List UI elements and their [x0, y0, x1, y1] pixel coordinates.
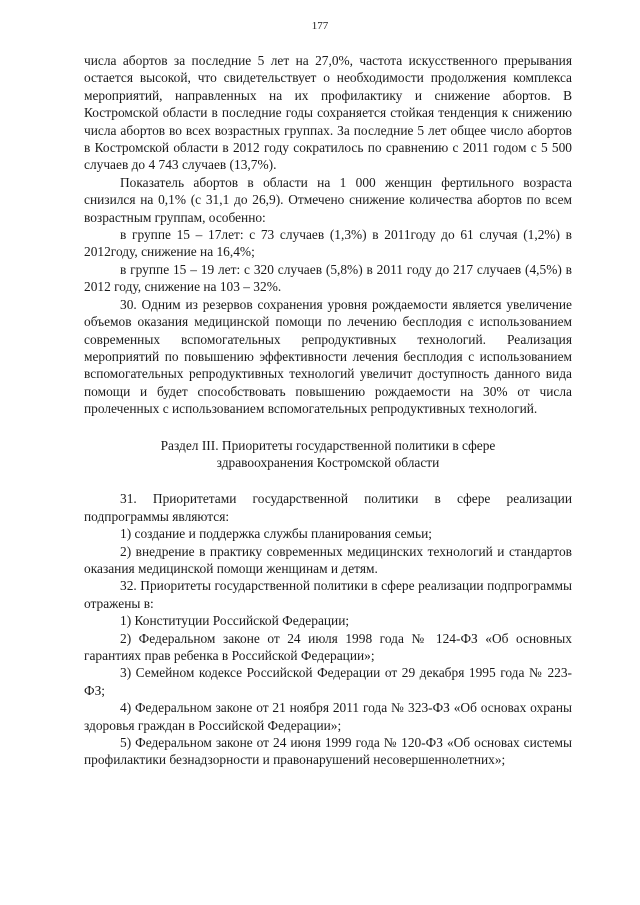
page-number: 177: [311, 20, 329, 32]
list-item-32-4: 4) Федеральном законе от 21 ноября 2011 года № 323-ФЗ «Об основах охраны здоровья граждан в Российской Федерации»;: [84, 700, 572, 733]
list-item-32-1: 1) Конституции Российской Федерации;: [120, 613, 350, 629]
paragraph-item-31: 31. Приоритетами государственной политики в сфере реализации подпрограммы являются:: [84, 491, 572, 524]
paragraph-item-30: 30. Одним из резервов сохранения уровня рождаемости является увеличение объемов оказания медицинской помощи по лечению бесплодия с использованием современных вспомогательных репродуктивных технологий. Реализация мероприятий по повышению эффективности лечения бесплодия с использованием вспомогательных репродуктивных технологий увеличит доступность данного вида помощи и будет способствовать повышению рождаемости на 30% от числа пролеченных с использованием вспомогательных репродуктивных технологий.: [84, 296, 572, 417]
list-item-32-2: 2) Федеральном законе от 24 июля 1998 года № 124-ФЗ «Об основных гарантиях прав ребенка в Российской Федерации»;: [84, 630, 572, 663]
document-body: [84, 52, 572, 769]
paragraph-continuation: числа абортов за последние 5 лет на 27,0%, частота искусственного прерывания остается высокой, что свидетельствует о необходимости продолжения комплекса мероприятий, направленных на их профилактику и снижение абортов. В Костромской области в последние годы сохраняется стойкая тенденция к снижению числа абортов во всех возрастных группах. За последние 5 лет общее число абортов в Костромской области в 2012 году сократилось по сравнению с 2011 годом с 5 500 случаев до 4 743 случаев (13,7%).: [84, 53, 572, 173]
paragraph-group-15-17: в группе 15 – 17лет: с 73 случаев (1,3%) в 2011году до 61 случая (1,2%) в 2012году, снижение на 16,4%;: [84, 227, 572, 260]
paragraph-abortion-rate: Показатель абортов в области на 1 000 женщин фертильного возраста снизился на 0,1% (с 31,1 до 26,9). Отмечено снижение количества абортов по всем возрастным группам, особенно:: [84, 174, 572, 225]
paragraph-group-15-19: в группе 15 – 19 лет: с 320 случаев (5,8%) в 2011 году до 217 случаев (4,5%) в 2012 году, снижение на 103 – 32%.: [84, 261, 572, 295]
list-item-32-5: 5) Федеральном законе от 24 июня 1999 года № 120-ФЗ «Об основах системы профилактики безнадзорности и правонарушений несовершеннолетних»;: [84, 735, 572, 768]
list-item-32-3: 3) Семейном кодексе Российской Федерации от 29 декабря 1995 года № 223-ФЗ;: [84, 665, 572, 698]
section-heading-line-2: здравоохранения Костромской области: [216, 454, 440, 470]
section-heading: [84, 437, 572, 472]
list-item-31-2: 2) внедрение в практику современных медицинских технологий и стандартов оказания медицинской помощи женщинам и детям.: [84, 543, 572, 576]
list-item-31-1: 1) создание и поддержка службы планирования семьи;: [120, 526, 433, 542]
section-heading-line-1: Раздел III. Приоритеты государственной политики в сфере: [160, 437, 496, 453]
paragraph-item-32: 32. Приоритеты государственной политики в сфере реализации подпрограммы отражены в:: [84, 578, 572, 611]
